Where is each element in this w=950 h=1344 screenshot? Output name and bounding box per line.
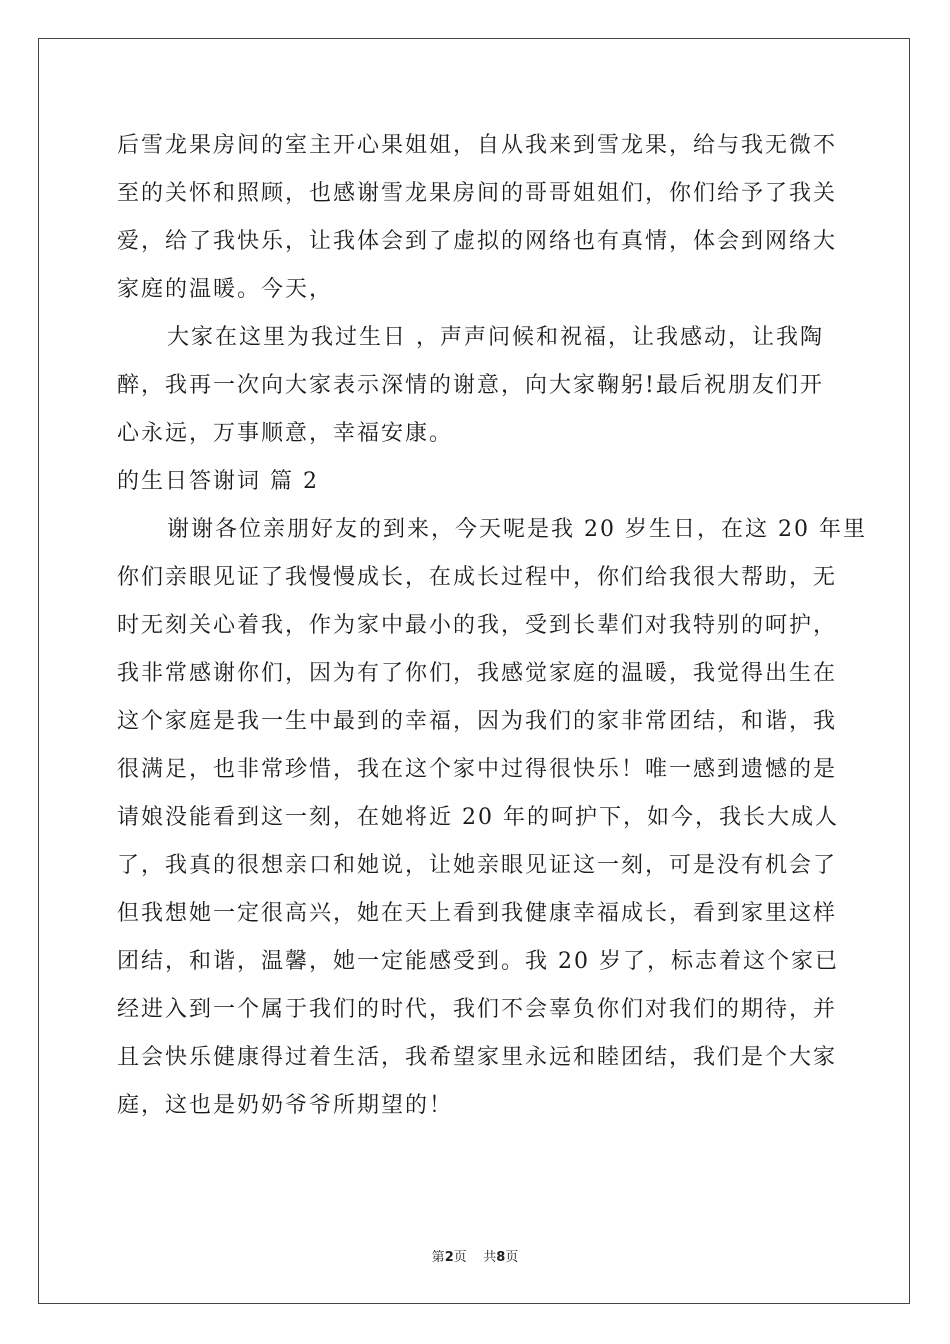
text-line: 爱，给了我快乐，让我体会到了虚拟的网络也有真情，体会到网络大 [117, 229, 838, 254]
text-line: 大家在这里为我过生日 ，声声问候和祝福，让我感动，让我陶 [167, 325, 824, 350]
text-line: 很满足，也非常珍惜，我在这个家中过得很快乐！唯一感到遗憾的是 [117, 757, 838, 782]
text-line: 且会快乐健康得过着生活，我希望家里永远和睦团结，我们是个大家 [117, 1045, 838, 1070]
text-line: 庭，这也是奶奶爷爷所期望的！ [117, 1093, 454, 1118]
text-line: 经进入到一个属于我们的时代，我们不会辜负你们对我们的期待，并 [117, 997, 838, 1022]
document-body [117, 122, 867, 1130]
text-line: 你们亲眼见证了我慢慢成长，在成长过程中，你们给我很大帮助，无 [117, 565, 838, 590]
footer-middle: 页 共 [453, 1250, 497, 1265]
total-page-count: 8 [496, 1250, 506, 1265]
text-line: 但我想她一定很高兴，她在天上看到我健康幸福成长，看到家里这样 [117, 901, 838, 926]
text-line: 团结，和谐，温馨，她一定能感受到。我 20 岁了，标志着这个家已 [117, 949, 839, 974]
text-line: 这个家庭是我一生中最到的幸福，因为我们的家非常团结，和谐，我 [117, 709, 838, 734]
text-line: 心永远，万事顺意，幸福安康。 [117, 421, 454, 446]
text-line: 醉，我再一次向大家表示深情的谢意，向大家鞠躬!最后祝朋友们开 [117, 373, 824, 398]
text-line: 后雪龙果房间的室主开心果姐姐，自从我来到雪龙果，给与我无微不 [117, 133, 838, 158]
text-line: 至的关怀和照顾，也感谢雪龙果房间的哥哥姐姐们，你们给予了我关 [117, 181, 838, 206]
text-line: 谢谢各位亲朋好友的到来，今天呢是我 20 岁生日，在这 20 年里 [167, 517, 867, 542]
text-line: 了，我真的很想亲口和她说，让她亲眼见证这一刻，可是没有机会了 [117, 853, 838, 878]
text-line: 家庭的温暖。今天， [117, 277, 334, 302]
text-line: 请娘没能看到这一刻，在她将近 20 年的呵护下，如今，我长大成人 [117, 805, 839, 830]
current-page-number: 2 [444, 1250, 454, 1265]
footer-suffix: 页 [505, 1250, 519, 1265]
text-line: 时无刻关心着我，作为家中最小的我，受到长辈们对我特别的呵护， [117, 613, 838, 638]
section-heading: 的生日答谢词 篇 2 [117, 469, 319, 494]
footer-prefix: 第 [431, 1250, 445, 1265]
page-number-footer [0, 1246, 950, 1265]
text-line: 我非常感谢你们，因为有了你们，我感觉家庭的温暖，我觉得出生在 [117, 661, 838, 686]
